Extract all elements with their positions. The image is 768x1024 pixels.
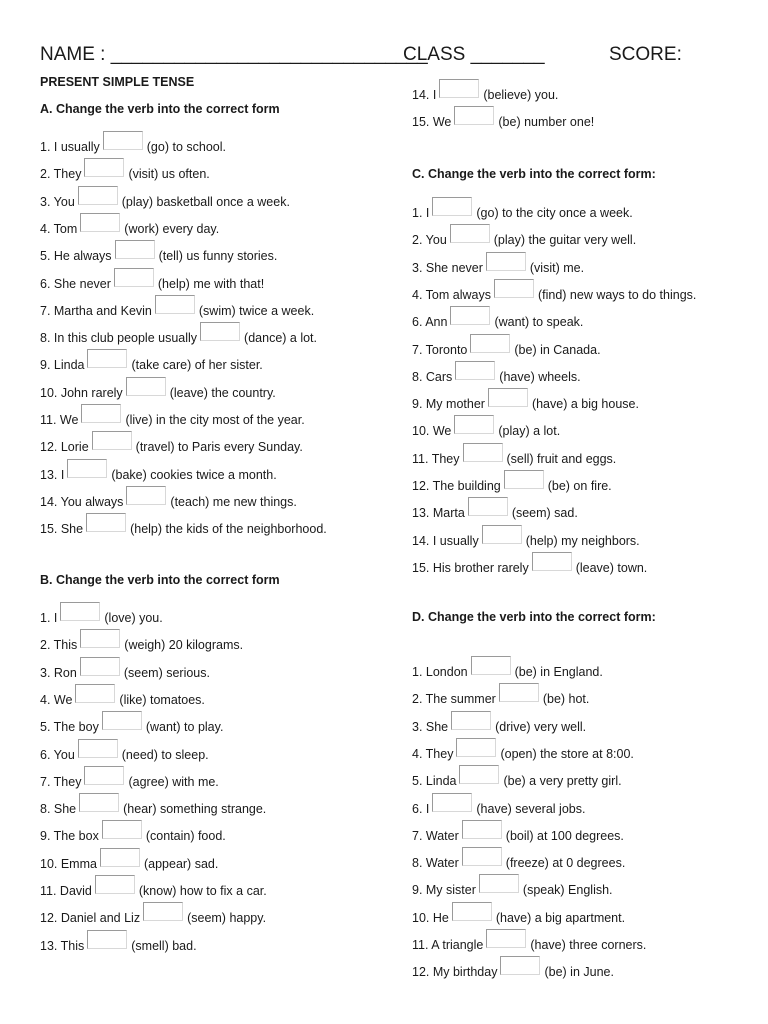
exercise-item [412, 500, 578, 520]
answer-box[interactable] [500, 956, 540, 975]
item-prompt: 13. Marta [412, 506, 465, 521]
answer-box[interactable] [462, 820, 502, 839]
item-prompt: 3. Ron [40, 665, 77, 680]
answer-box[interactable] [78, 739, 118, 758]
exercise-item [412, 528, 640, 548]
section-heading: C. Change the verb into the correct form: [412, 167, 656, 181]
item-verb-hint: (be) number one! [498, 115, 595, 129]
exercise-item [40, 687, 205, 707]
exercise-item [412, 796, 585, 816]
answer-box[interactable] [432, 197, 472, 216]
item-prompt: 10. We [412, 424, 452, 439]
answer-box[interactable] [459, 765, 499, 784]
exercise-item [40, 380, 276, 400]
exercise-item [40, 605, 163, 625]
exercise-item [412, 659, 603, 679]
item-verb-hint: (work) every day. [124, 221, 220, 236]
exercise-item [40, 189, 290, 209]
item-prompt: 12. Daniel and Liz [40, 911, 141, 926]
exercise-item [40, 298, 314, 318]
item-verb-hint: (help) me with that! [157, 276, 265, 291]
item-verb-hint: (live) in the city most of the year. [125, 413, 305, 427]
answer-box[interactable] [60, 602, 100, 621]
item-verb-hint: (love) you. [104, 611, 163, 625]
item-prompt: 15. We [412, 115, 452, 129]
item-prompt: 13. This [40, 938, 85, 953]
item-verb-hint: (play) a lot. [498, 424, 561, 439]
answer-box[interactable] [486, 929, 526, 948]
item-prompt: 5. Linda [412, 774, 457, 789]
item-verb-hint: (have) a big house. [531, 397, 639, 412]
item-prompt: 13. I [40, 467, 65, 482]
item-verb-hint: (be) in Canada. [514, 342, 601, 357]
item-verb-hint: (have) wheels. [499, 369, 581, 384]
item-verb-hint: (seem) sad. [511, 506, 578, 521]
item-verb-hint: (hear) something strange. [123, 802, 267, 817]
answer-box[interactable] [155, 295, 195, 314]
item-prompt: 9. My mother [412, 397, 485, 412]
item-prompt: 1. I usually [40, 140, 100, 154]
exercise-item [40, 161, 210, 181]
exercise-item [40, 769, 219, 789]
item-prompt: 2. You [412, 233, 447, 248]
item-prompt: 3. You [40, 194, 75, 209]
exercise-item [412, 391, 639, 411]
item-prompt: 9. My sister [412, 883, 476, 898]
exercise-item [412, 200, 633, 220]
item-prompt: 8. In this club people usually [40, 331, 198, 346]
item-verb-hint: (be) a very pretty girl. [503, 774, 622, 789]
item-prompt: 10. He [412, 910, 449, 925]
answer-box[interactable] [95, 875, 135, 894]
exercise-item [40, 632, 243, 652]
item-prompt: 4. They [412, 746, 454, 761]
exercise-item [412, 82, 558, 102]
answer-box[interactable] [87, 349, 127, 368]
answer-box[interactable] [143, 902, 183, 921]
answer-box[interactable] [126, 486, 166, 505]
answer-box[interactable] [456, 738, 496, 757]
item-verb-hint: (be) in June. [544, 965, 614, 980]
exercise-item [412, 337, 601, 357]
item-verb-hint: (bake) cookies twice a month. [111, 467, 277, 482]
answer-box[interactable] [450, 224, 490, 243]
exercise-item [412, 823, 624, 843]
item-prompt: 5. He always [40, 249, 112, 264]
item-prompt: 1. I [412, 206, 430, 220]
item-prompt: 6. Ann [412, 315, 448, 330]
item-verb-hint: (drive) very well. [495, 719, 587, 734]
answer-box[interactable] [81, 404, 121, 423]
item-verb-hint: (visit) me. [529, 260, 585, 275]
item-prompt: 12. Lorie [40, 440, 89, 455]
exercise-item [412, 473, 612, 493]
item-verb-hint: (weigh) 20 kilograms. [124, 638, 244, 653]
item-verb-hint: (speak) English. [522, 883, 613, 898]
item-verb-hint: (tell) us funny stories. [158, 249, 278, 264]
item-verb-hint: (find) new ways to do things. [537, 287, 697, 302]
item-prompt: 10. Emma [40, 856, 97, 871]
item-verb-hint: (play) basketball once a week. [121, 194, 290, 209]
section-heading: A. Change the verb into the correct form [40, 102, 280, 116]
item-prompt: 15. She [40, 522, 84, 537]
exercise-item [412, 282, 696, 302]
item-verb-hint: (play) the guitar very well. [493, 233, 637, 248]
item-prompt: 4. We [40, 692, 73, 707]
item-verb-hint: (appear) sad. [143, 856, 219, 871]
answer-box[interactable] [92, 431, 132, 450]
exercise-item [40, 434, 303, 454]
item-verb-hint: (take care) of her sister. [131, 358, 263, 373]
answer-box[interactable] [75, 684, 115, 703]
exercise-item [40, 878, 267, 898]
answer-box[interactable] [504, 470, 544, 489]
exercise-item [412, 686, 589, 706]
item-prompt: 14. I [412, 88, 437, 102]
answer-box[interactable] [532, 552, 572, 571]
answer-box[interactable] [462, 847, 502, 866]
exercise-item [412, 905, 625, 925]
exercise-item [412, 714, 586, 734]
exercise-item [412, 309, 583, 329]
item-prompt: 2. This [40, 638, 78, 653]
item-prompt: 6. I [412, 801, 430, 816]
item-verb-hint: (like) tomatoes. [119, 692, 205, 707]
exercise-item [412, 877, 613, 897]
exercise-item [40, 516, 327, 536]
answer-box[interactable] [86, 513, 126, 532]
exercise-item [40, 134, 226, 154]
exercise-item [40, 796, 266, 816]
item-verb-hint: (teach) me new things. [170, 494, 297, 509]
answer-box[interactable] [454, 415, 494, 434]
exercise-item [40, 851, 218, 871]
answer-box[interactable] [463, 443, 503, 462]
worksheet-title: PRESENT SIMPLE TENSE [40, 75, 195, 89]
item-verb-hint: (boil) at 100 degrees. [505, 828, 624, 843]
answer-box[interactable] [450, 306, 490, 325]
answer-box[interactable] [80, 213, 120, 232]
section-heading: B. Change the verb into the correct form [40, 573, 280, 587]
answer-box[interactable] [102, 711, 142, 730]
item-prompt: 11. They [412, 451, 460, 466]
item-verb-hint: (want) to play. [145, 720, 224, 735]
exercise-item [40, 243, 277, 263]
score-label: SCORE: [609, 44, 682, 65]
section-heading: D. Change the verb into the correct form: [412, 610, 656, 624]
item-verb-hint: (agree) with me. [128, 774, 219, 789]
answer-box[interactable] [468, 497, 508, 516]
item-verb-hint: (have) several jobs. [476, 801, 586, 816]
exercise-item [412, 255, 584, 275]
item-prompt: 7. Water [412, 828, 459, 843]
item-prompt: 7. They [40, 774, 82, 789]
item-prompt: 15. His brother rarely [412, 560, 529, 575]
item-prompt: 4. Tom [40, 221, 78, 236]
answer-box[interactable] [114, 268, 154, 287]
item-verb-hint: (leave) town. [575, 560, 648, 575]
exercise-item [40, 714, 223, 734]
item-prompt: 8. She [40, 802, 77, 817]
answer-box[interactable] [103, 131, 143, 150]
item-prompt: 9. Linda [40, 358, 85, 373]
item-verb-hint: (swim) twice a week. [198, 303, 315, 318]
answer-box[interactable] [87, 930, 127, 949]
item-verb-hint: (seem) serious. [123, 665, 210, 680]
exercise-item [412, 446, 616, 466]
item-prompt: 2. They [40, 167, 82, 182]
item-verb-hint: (smell) bad. [131, 938, 197, 953]
item-verb-hint: (be) on fire. [547, 479, 612, 493]
item-prompt: 2. The summer [412, 692, 496, 707]
class-field-label: CLASS _______ [403, 44, 545, 65]
answer-box[interactable] [84, 766, 124, 785]
item-verb-hint: (want) to speak. [494, 315, 584, 330]
item-verb-hint: (have) three corners. [530, 938, 647, 952]
item-prompt: 4. Tom always [412, 287, 491, 302]
exercise-item [40, 933, 197, 953]
item-prompt: 10. John rarely [40, 385, 123, 400]
answer-box[interactable] [454, 106, 494, 125]
item-verb-hint: (go) to the city once a week. [476, 206, 633, 220]
item-verb-hint: (help) my neighbors. [525, 533, 640, 548]
exercise-item [412, 959, 614, 979]
item-prompt: 7. Martha and Kevin [40, 303, 152, 318]
item-verb-hint: (need) to sleep. [121, 747, 209, 762]
answer-box[interactable] [79, 793, 119, 812]
exercise-item [40, 407, 305, 427]
answer-box[interactable] [499, 683, 539, 702]
item-prompt: 11. David [40, 884, 92, 898]
answer-box[interactable] [479, 874, 519, 893]
item-verb-hint: (sell) fruit and eggs. [506, 451, 617, 466]
worksheet-header [40, 44, 740, 74]
exercise-item [40, 660, 210, 680]
item-verb-hint: (have) a big apartment. [495, 910, 626, 925]
item-verb-hint: (know) how to fix a car. [138, 884, 267, 898]
item-verb-hint: (travel) to Paris every Sunday. [135, 440, 303, 455]
item-verb-hint: (help) the kids of the neighborhood. [130, 522, 327, 537]
answer-box[interactable] [67, 459, 107, 478]
exercise-item [412, 741, 634, 761]
exercise-item [412, 418, 560, 438]
exercise-item [40, 271, 264, 291]
item-verb-hint: (go) to school. [146, 140, 226, 154]
item-prompt: 6. She never [40, 276, 111, 291]
item-prompt: 3. She [412, 719, 449, 734]
answer-box[interactable] [100, 848, 140, 867]
exercise-item [412, 227, 636, 247]
item-verb-hint: (dance) a lot. [244, 331, 318, 346]
answer-box[interactable] [80, 629, 120, 648]
exercise-item [412, 109, 594, 129]
item-prompt: 14. I usually [412, 533, 479, 548]
answer-box[interactable] [84, 158, 124, 177]
exercise-item [40, 352, 263, 372]
item-verb-hint: (believe) you. [483, 88, 559, 102]
item-prompt: 1. I [40, 611, 58, 625]
item-prompt: 1. London [412, 665, 468, 679]
item-verb-hint: (be) in England. [514, 665, 603, 679]
item-prompt: 8. Water [412, 856, 459, 871]
item-prompt: 12. My birthday [412, 965, 498, 980]
item-prompt: 3. She never [412, 260, 483, 275]
item-verb-hint: (leave) the country. [169, 385, 276, 400]
item-verb-hint: (be) hot. [542, 692, 590, 707]
item-verb-hint: (seem) happy. [187, 911, 267, 926]
item-prompt: 9. The box [40, 829, 99, 844]
answer-box[interactable] [200, 322, 240, 341]
item-verb-hint: (freeze) at 0 degrees. [505, 856, 626, 871]
answer-box[interactable] [102, 820, 142, 839]
answer-box[interactable] [452, 902, 492, 921]
name-field-label: NAME : ______________________________ [40, 44, 428, 65]
item-prompt: 5. The boy [40, 720, 99, 735]
exercise-item [412, 768, 622, 788]
answer-box[interactable] [439, 79, 479, 98]
item-prompt: 11. We [40, 413, 79, 427]
item-prompt: 12. The building [412, 479, 501, 493]
exercise-item [40, 905, 266, 925]
exercise-item [412, 555, 647, 575]
answer-box[interactable] [126, 377, 166, 396]
exercise-item [412, 364, 581, 384]
answer-box[interactable] [115, 240, 155, 259]
exercise-item [40, 823, 226, 843]
answer-box[interactable] [455, 361, 495, 380]
item-verb-hint: (visit) us often. [128, 167, 210, 182]
answer-box[interactable] [78, 186, 118, 205]
answer-box[interactable] [80, 657, 120, 676]
answer-box[interactable] [471, 656, 511, 675]
answer-box[interactable] [451, 711, 491, 730]
item-verb-hint: (contain) food. [145, 829, 226, 844]
exercise-item [40, 742, 209, 762]
exercise-item [40, 216, 219, 236]
answer-box[interactable] [432, 793, 472, 812]
exercise-item [40, 462, 277, 482]
answer-box[interactable] [486, 252, 526, 271]
item-prompt: 14. You always [40, 494, 124, 509]
item-prompt: 11. A triangle [412, 938, 484, 952]
answer-box[interactable] [494, 279, 534, 298]
answer-box[interactable] [482, 525, 522, 544]
answer-box[interactable] [488, 388, 528, 407]
exercise-item [412, 932, 646, 952]
exercise-item [40, 325, 317, 345]
exercise-item [412, 850, 625, 870]
item-prompt: 8. Cars [412, 369, 453, 384]
item-verb-hint: (open) the store at 8:00. [500, 746, 634, 761]
item-prompt: 7. Toronto [412, 342, 468, 357]
item-prompt: 6. You [40, 747, 75, 762]
answer-box[interactable] [470, 334, 510, 353]
exercise-item [40, 489, 297, 509]
